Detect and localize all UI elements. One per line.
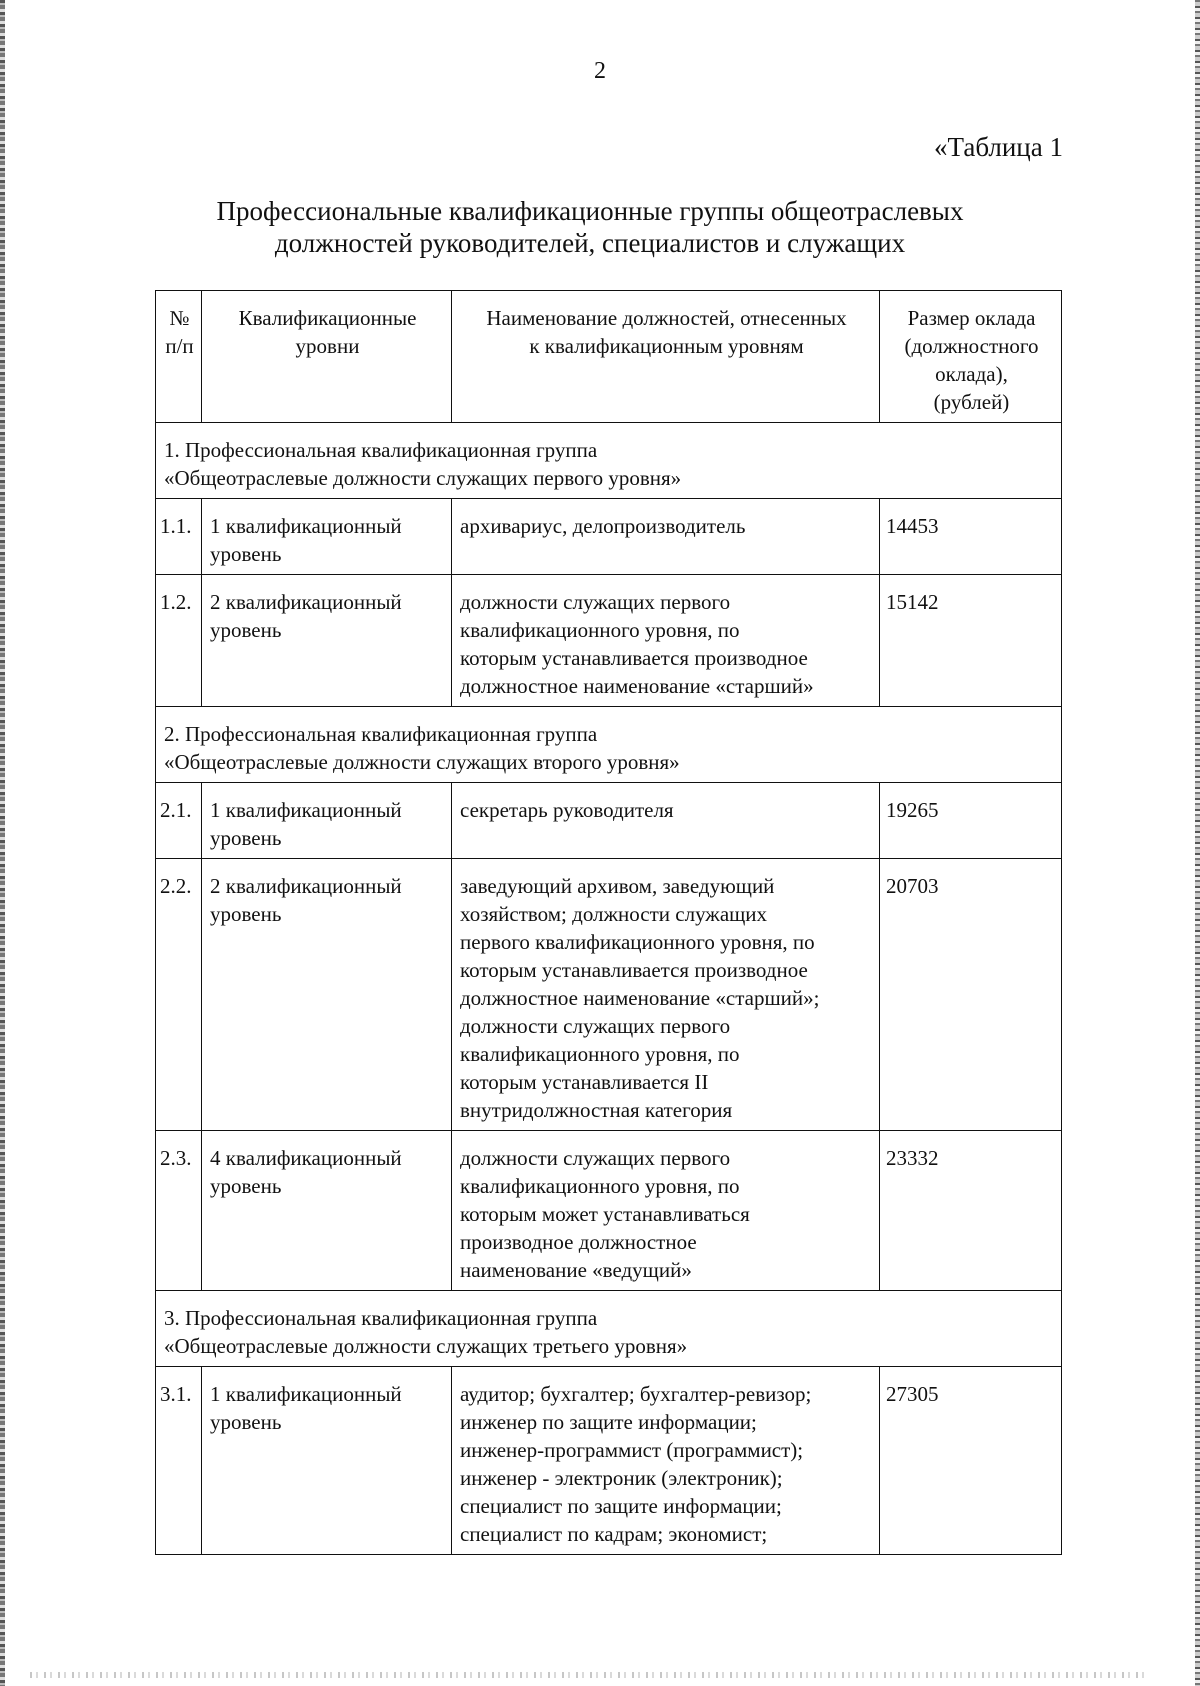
scan-edge-right <box>1195 0 1200 1686</box>
row-salary: 23332 <box>880 1131 1062 1291</box>
group-title-1 <box>156 423 1062 499</box>
table-row <box>156 1367 1062 1555</box>
salary-table <box>155 290 1062 1555</box>
group-title-3-line-1: 3. Профессиональная квалификационная группа <box>164 1306 598 1330</box>
group-title-1-line-2: «Общеотраслевые должности служащих первого уровня» <box>164 466 682 490</box>
row-positions: должности служащих первого квалификационного уровня, по которым устанавливается производное должностное наименование «старший» <box>452 575 880 707</box>
group-title-3 <box>156 1291 1062 1367</box>
row-number: 2.2. <box>156 859 202 1131</box>
group-row-1 <box>156 423 1062 499</box>
row-level: 1 квалификационный уровень <box>202 1367 452 1555</box>
row-number: 2.3. <box>156 1131 202 1291</box>
group-row-2 <box>156 707 1062 783</box>
row-number: 1.2. <box>156 575 202 707</box>
table-row <box>156 1131 1062 1291</box>
row-salary: 15142 <box>880 575 1062 707</box>
row-number: 3.1. <box>156 1367 202 1555</box>
row-positions: архивариус, делопроизводитель <box>452 499 880 575</box>
row-salary: 19265 <box>880 783 1062 859</box>
header-qualification-levels: Квалификационные уровни <box>202 291 452 423</box>
page-number: 2 <box>594 58 606 84</box>
row-level: 4 квалификационный уровень <box>202 1131 452 1291</box>
row-level: 1 квалификационный уровень <box>202 783 452 859</box>
row-positions: заведующий архивом, заведующий хозяйством; должности служащих первого квалификационного уровня, по которым устанавливается производное должностное наименование «старший»; должности служащих первого квалификационного уровня, по которым устанавливается II внутридолжностная категория <box>452 859 880 1131</box>
group-title-2-line-1: 2. Профессиональная квалификационная группа <box>164 722 598 746</box>
table-row <box>156 859 1062 1131</box>
header-number: № п/п <box>156 291 202 423</box>
document-title <box>150 195 1030 259</box>
table-header-row <box>156 291 1062 423</box>
row-number: 1.1. <box>156 499 202 575</box>
header-salary: Размер оклада (должностного оклада), (рублей) <box>880 291 1062 423</box>
document-title-line-2: должностей руководителей, специалистов и служащих <box>274 228 906 258</box>
row-salary: 27305 <box>880 1367 1062 1555</box>
row-positions: должности служащих первого квалификационного уровня, по которым может устанавливаться производное должностное наименование «ведущий» <box>452 1131 880 1291</box>
row-level: 2 квалификационный уровень <box>202 859 452 1131</box>
scan-bottom-artifact <box>30 1672 1150 1678</box>
group-row-3 <box>156 1291 1062 1367</box>
table-row <box>156 499 1062 575</box>
group-title-2-line-2: «Общеотраслевые должности служащих второго уровня» <box>164 750 680 774</box>
header-position-names: Наименование должностей, отнесенных к квалификационным уровням <box>452 291 880 423</box>
group-title-3-line-2: «Общеотраслевые должности служащих третьего уровня» <box>164 1334 688 1358</box>
table-row <box>156 575 1062 707</box>
row-number: 2.1. <box>156 783 202 859</box>
document-title-line-1: Профессиональные квалификационные группы общеотраслевых <box>216 196 964 226</box>
group-title-2 <box>156 707 1062 783</box>
row-salary: 20703 <box>880 859 1062 1131</box>
table-label: «Таблица 1 <box>934 132 1063 162</box>
row-level: 2 квалификационный уровень <box>202 575 452 707</box>
row-salary: 14453 <box>880 499 1062 575</box>
group-title-1-line-1: 1. Профессиональная квалификационная группа <box>164 438 598 462</box>
row-level: 1 квалификационный уровень <box>202 499 452 575</box>
row-positions: аудитор; бухгалтер; бухгалтер-ревизор; инженер по защите информации; инженер-программист (программист); инженер - электроник (электроник); специалист по защите информации; специалист по кадрам; экономист; <box>452 1367 880 1555</box>
row-positions: секретарь руководителя <box>452 783 880 859</box>
table-row <box>156 783 1062 859</box>
scan-edge-left <box>0 0 5 1686</box>
